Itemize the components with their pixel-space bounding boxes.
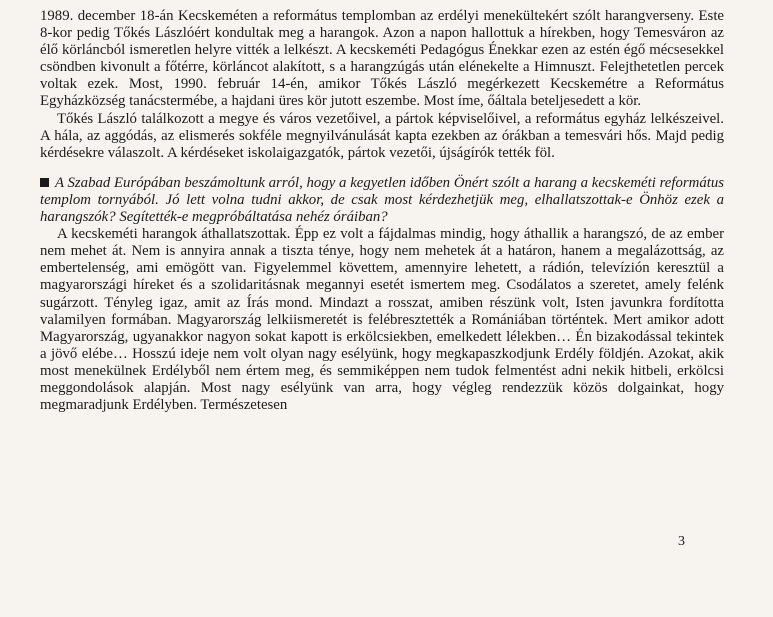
- section-gap: [40, 162, 724, 175]
- interview-question-text: A Szabad Európában beszámoltunk arról, hogy a kegyetlen időben Önért szólt a harang a kecskeméti református templom tornyából. Jó lett volna tudni akkor, de csak most kérdezhetjük meg, elhallatszottak-e Önhöz ezek a harangszók? Segítették-e megpróbáltatása nehéz óráiban?: [40, 174, 724, 226]
- interview-question: [40, 175, 724, 226]
- body-paragraph-1: 1989. december 18-án Kecskeméten a református templomban az erdélyi menekültekért szólt harangverseny. Este 8-kor pedig Tőkés Lászlóért kondultak meg a harangok. Azon a napon hallottuk a hírekben, hogy Temesváron az élő körláncból ismeretlen helyre vitték a lelkészt. A kecskeméti Pedagógus Énekkar ezen az estén égő mécsesekkel csöndben kivonult a főtérre, körláncot alakított, s a harangzúgás után elénekelte a Himnuszt. Felejthetetlen percek voltak ezek. Most, 1990. február 14-én, amikor Tőkés László megérkezett Kecskemétre a Református Egyházközség tanácstermébe, a hajdani üres kör jutott eszembe. Most íme, őáltala beteljesedett a kör.: [40, 8, 724, 110]
- page-number: 3: [678, 534, 685, 549]
- body-paragraph-2: Tőkés László találkozott a megye és város vezetőivel, a pártok képviselőivel, a református egyház lelkészeivel. A hála, az aggódás, az elismerés sokféle megnyilvánulását kapta ezekben az órákban a temesvári hős. Majd pedig kérdésekre válaszolt. A kérdéseket iskolaigazgatók, pártok vezetői, újságírók tették föl.: [40, 110, 724, 161]
- book-page: [40, 8, 724, 608]
- square-bullet-icon: [40, 178, 49, 187]
- interview-answer: A kecskeméti harangok áthallatszottak. Épp ez volt a fájdalmas mindig, hogy áthallik a harangszó, de az ember nem mehet át. Nem is annyira annak a tiszta ténye, hogy nem mehetek át a határon, hanem a megalázottság, az embertelenség, ami emögött van. Figyelemmel követtem, amennyire lehetett, a rádión, televízión keresztül a magyarországi híreket és a szolidaritásnak megannyi esetét ismertem meg. Csodálatos a szeretet, amely felénk sugárzott. Tényleg igaz, amit az Írás mond. Mindazt a rosszat, amiben részünk volt, Isten javunkra fordította valamilyen formában. Magyarország lelkiismeretét is felébresztették a Romániában történtek. Mert amikor adott Magyarország, ugyanakkor nagyon sokat kapott is erkölcsiekben, emelkedett lélekben… Én bizakodással tekintek a jövő elébe… Hosszú ideje nem volt olyan nagy esélyünk, hogy megkapaszkodjunk Erdély földjén. Azokat, akik most menekülnek Erdélyből nem értem meg, és semmiképpen nem tudok felmentést adni nekik hitbeli, erkölcsi meggondolások alapján. Most nagy esélyünk van arra, hogy végleg rendezzük közös dolgainkat, hogy megmaradjunk Erdélyben. Természetesen: [40, 226, 724, 414]
